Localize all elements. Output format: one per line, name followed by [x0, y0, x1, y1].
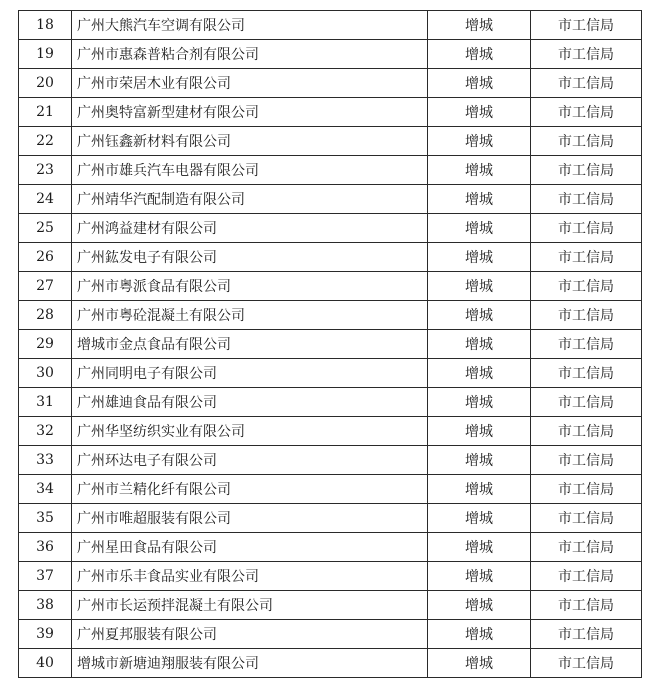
region: 增城: [428, 446, 531, 475]
company-name: 广州靖华汽配制造有限公司: [72, 185, 428, 214]
department: 市工信局: [531, 127, 642, 156]
table-row: [19, 11, 642, 40]
company-name: 广州市兰精化纤有限公司: [72, 475, 428, 504]
department: 市工信局: [531, 11, 642, 40]
table-row: [19, 98, 642, 127]
table-row: [19, 446, 642, 475]
row-number: 28: [19, 301, 72, 330]
department: 市工信局: [531, 272, 642, 301]
row-number: 31: [19, 388, 72, 417]
row-number: 30: [19, 359, 72, 388]
table-row: [19, 185, 642, 214]
table-row: [19, 243, 642, 272]
row-number: 23: [19, 156, 72, 185]
document-page: [18, 10, 632, 678]
table-row: [19, 649, 642, 678]
company-name: 广州夏邦服装有限公司: [72, 620, 428, 649]
company-name: 广州市乐丰食品实业有限公司: [72, 562, 428, 591]
company-name: 广州市粤派食品有限公司: [72, 272, 428, 301]
table-row: [19, 272, 642, 301]
company-list-table: [18, 10, 642, 678]
table-row: [19, 40, 642, 69]
region: 增城: [428, 388, 531, 417]
region: 增城: [428, 475, 531, 504]
company-name: 广州钰鑫新材料有限公司: [72, 127, 428, 156]
row-number: 27: [19, 272, 72, 301]
region: 增城: [428, 301, 531, 330]
department: 市工信局: [531, 301, 642, 330]
company-name: 广州市惠森普粘合剂有限公司: [72, 40, 428, 69]
region: 增城: [428, 214, 531, 243]
company-name: 广州市雄兵汽车电器有限公司: [72, 156, 428, 185]
department: 市工信局: [531, 359, 642, 388]
table-row: [19, 127, 642, 156]
company-name: 广州市粤砼混凝土有限公司: [72, 301, 428, 330]
table-row: [19, 359, 642, 388]
department: 市工信局: [531, 562, 642, 591]
row-number: 32: [19, 417, 72, 446]
region: 增城: [428, 185, 531, 214]
table-row: [19, 330, 642, 359]
table-row: [19, 388, 642, 417]
row-number: 38: [19, 591, 72, 620]
department: 市工信局: [531, 243, 642, 272]
department: 市工信局: [531, 446, 642, 475]
department: 市工信局: [531, 475, 642, 504]
row-number: 36: [19, 533, 72, 562]
row-number: 20: [19, 69, 72, 98]
department: 市工信局: [531, 620, 642, 649]
department: 市工信局: [531, 185, 642, 214]
company-name: 广州市长运预拌混凝土有限公司: [72, 591, 428, 620]
row-number: 18: [19, 11, 72, 40]
region: 增城: [428, 127, 531, 156]
company-name: 广州鸿益建材有限公司: [72, 214, 428, 243]
department: 市工信局: [531, 591, 642, 620]
row-number: 25: [19, 214, 72, 243]
department: 市工信局: [531, 214, 642, 243]
region: 增城: [428, 40, 531, 69]
region: 增城: [428, 11, 531, 40]
region: 增城: [428, 98, 531, 127]
company-name: 广州同明电子有限公司: [72, 359, 428, 388]
row-number: 24: [19, 185, 72, 214]
region: 增城: [428, 649, 531, 678]
row-number: 34: [19, 475, 72, 504]
row-number: 40: [19, 649, 72, 678]
row-number: 26: [19, 243, 72, 272]
region: 增城: [428, 591, 531, 620]
department: 市工信局: [531, 533, 642, 562]
table-row: [19, 69, 642, 98]
table-row: [19, 591, 642, 620]
row-number: 37: [19, 562, 72, 591]
region: 增城: [428, 620, 531, 649]
company-name: 增城市新塘迪翔服装有限公司: [72, 649, 428, 678]
region: 增城: [428, 533, 531, 562]
row-number: 35: [19, 504, 72, 533]
company-name: 广州鈜发电子有限公司: [72, 243, 428, 272]
company-name: 广州雄迪食品有限公司: [72, 388, 428, 417]
table-row: [19, 504, 642, 533]
company-name: 广州大熊汽车空调有限公司: [72, 11, 428, 40]
row-number: 29: [19, 330, 72, 359]
table-row: [19, 301, 642, 330]
row-number: 21: [19, 98, 72, 127]
region: 增城: [428, 504, 531, 533]
table-row: [19, 533, 642, 562]
region: 增城: [428, 156, 531, 185]
region: 增城: [428, 69, 531, 98]
row-number: 19: [19, 40, 72, 69]
row-number: 39: [19, 620, 72, 649]
company-name: 广州华坚纺织实业有限公司: [72, 417, 428, 446]
company-name: 广州市唯超服装有限公司: [72, 504, 428, 533]
row-number: 33: [19, 446, 72, 475]
region: 增城: [428, 330, 531, 359]
department: 市工信局: [531, 417, 642, 446]
table-row: [19, 562, 642, 591]
department: 市工信局: [531, 388, 642, 417]
region: 增城: [428, 359, 531, 388]
region: 增城: [428, 272, 531, 301]
department: 市工信局: [531, 156, 642, 185]
company-name: 广州星田食品有限公司: [72, 533, 428, 562]
table-row: [19, 417, 642, 446]
table-body: [19, 11, 642, 678]
table-row: [19, 475, 642, 504]
department: 市工信局: [531, 649, 642, 678]
row-number: 22: [19, 127, 72, 156]
company-name: 增城市金点食品有限公司: [72, 330, 428, 359]
region: 增城: [428, 243, 531, 272]
department: 市工信局: [531, 40, 642, 69]
company-name: 广州市荣居木业有限公司: [72, 69, 428, 98]
table-row: [19, 214, 642, 243]
table-row: [19, 156, 642, 185]
department: 市工信局: [531, 330, 642, 359]
company-name: 广州环达电子有限公司: [72, 446, 428, 475]
region: 增城: [428, 562, 531, 591]
company-name: 广州奥特富新型建材有限公司: [72, 98, 428, 127]
region: 增城: [428, 417, 531, 446]
department: 市工信局: [531, 504, 642, 533]
table-row: [19, 620, 642, 649]
department: 市工信局: [531, 69, 642, 98]
department: 市工信局: [531, 98, 642, 127]
